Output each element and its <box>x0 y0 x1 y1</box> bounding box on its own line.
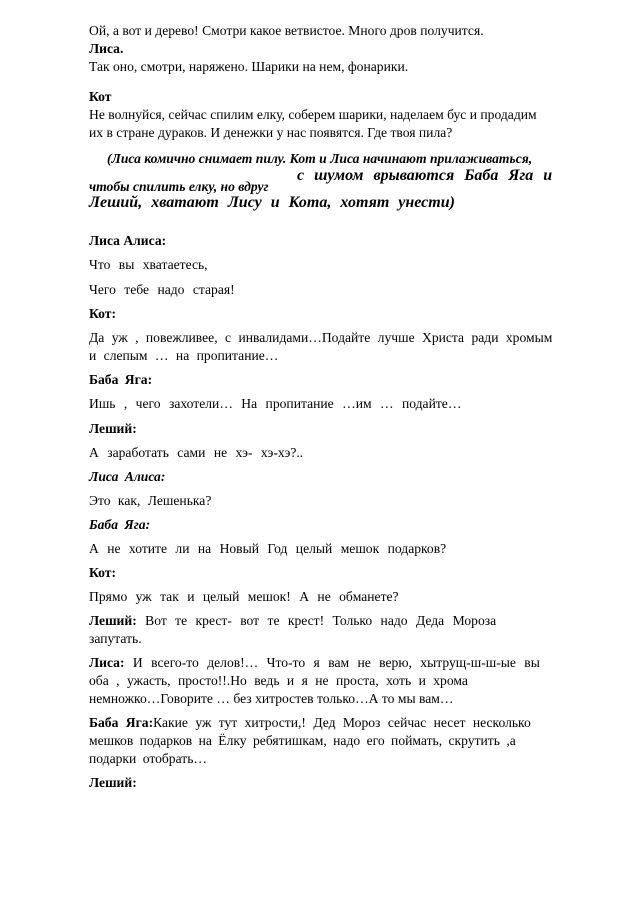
dialogue-text: Какие уж тут хитрости,! Дед Мороз сейчас несет несколько <box>153 715 531 730</box>
dialogue-line: Чего тебе надо старая! <box>89 282 235 297</box>
dialogue-line: и слепым … на пропитание… <box>89 348 279 363</box>
speaker-label: Баба Яга: <box>89 372 153 387</box>
stage-direction: Леший, хватают Лису и Кота, хотят унести) <box>89 194 455 211</box>
dialogue-line: немножко…Говорите … без хитростев только…А то мы вам… <box>89 691 454 706</box>
dialogue-line <box>89 612 599 630</box>
dialogue-line: А заработать сами не хэ- хэ-хэ?.. <box>89 445 304 460</box>
text-line: Так оно, смотри, наряжено. Шарики на нем, фонарики. <box>89 59 409 74</box>
speaker-label: Кот <box>89 89 112 104</box>
speaker-label: Кот: <box>89 306 117 321</box>
dialogue-line: Да уж , повежливее, с инвалидами…Подайте лучше Христа ради хромым <box>89 330 553 345</box>
speaker-label: Баба Яга: <box>89 517 151 532</box>
speaker-label: Лиса Алиса: <box>89 233 167 248</box>
stage-direction-part: чтобы спилить елку, но вдруг <box>89 179 269 194</box>
text-line: их в стране дураков. И денежки у нас появятся. Где твоя пила? <box>89 125 453 140</box>
stage-direction-line <box>89 167 599 194</box>
text-line: Ой, а вот и дерево! Смотри какое ветвистое. Много дров получится. <box>89 23 484 38</box>
dialogue-line: мешков подарков на Ёлку ребятишкам, надо его поймать, скрутить ,а <box>89 733 516 748</box>
dialogue-line: Ишь , чего захотели… На пропитание …им … подайте… <box>89 396 462 411</box>
speaker-label: Кот: <box>89 565 117 580</box>
dialogue-line: оба , ужасть, просто!!.Но ведь и я не проста, хоть и хрома <box>89 673 468 688</box>
stage-direction: (Лиса комично снимает пилу. Кот и Лиса начинают прилаживаться, <box>107 151 533 166</box>
speaker-label: Лиса. <box>89 41 124 56</box>
dialogue-text: Вот те крест- вот те крест! Только надо Деда Мороза <box>145 613 497 628</box>
dialogue-line <box>89 654 599 672</box>
dialogue-line: А не хотите ли на Новый Год целый мешок подарков? <box>89 541 447 556</box>
dialogue-line: Прямо уж так и целый мешок! А не обманете? <box>89 589 399 604</box>
speaker-label: Леший: <box>89 421 137 436</box>
speaker-label: Лиса: <box>89 655 125 670</box>
dialogue-text: И всего-то делов!… Что-то я вам не верю, хытрущ-ш-ш-ые вы <box>132 655 540 670</box>
text-line: Не волнуйся, сейчас спилим елку, соберем шарики, наделаем бус и продадим <box>89 107 537 122</box>
dialogue-line: подарки отобрать… <box>89 751 208 766</box>
dialogue-line: Это как, Лешенька? <box>89 493 212 508</box>
speaker-label: Леший: <box>89 775 137 790</box>
speaker-label: Лиса Алиса: <box>89 469 166 484</box>
dialogue-line: запутать. <box>89 631 142 646</box>
dialogue-line: Что вы хватаетесь, <box>89 257 208 272</box>
speaker-label: Леший: <box>89 613 137 628</box>
stage-direction-part: с шумом врываются Баба Яга и <box>297 167 553 184</box>
document-page <box>89 22 599 792</box>
dialogue-line <box>89 714 599 732</box>
speaker-label: Баба Яга: <box>89 715 154 730</box>
